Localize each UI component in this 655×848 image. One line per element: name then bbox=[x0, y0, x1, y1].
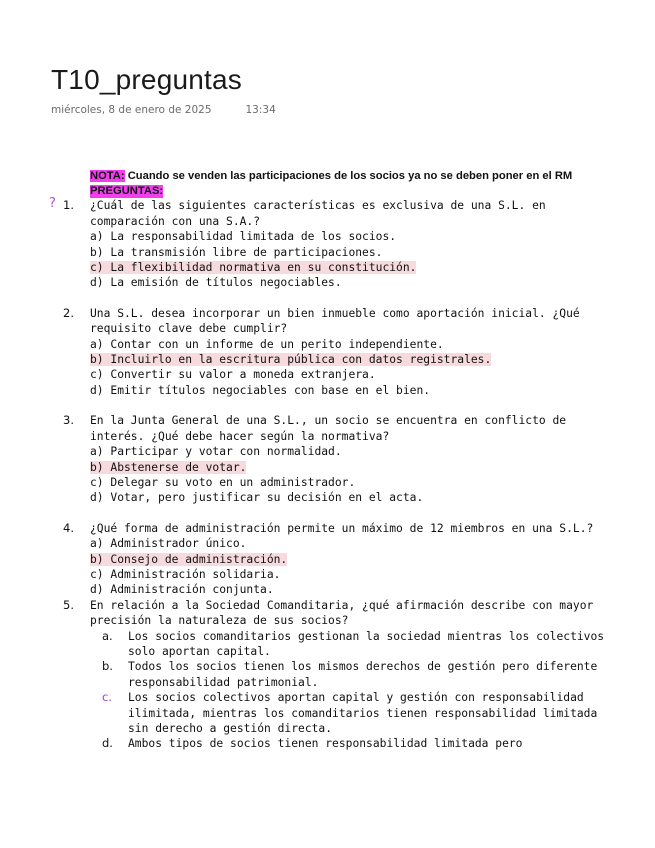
option-a: a) Administrador único. bbox=[90, 537, 247, 551]
notes-body[interactable] bbox=[63, 170, 610, 752]
question-number: 5. bbox=[63, 597, 74, 612]
question-4 bbox=[63, 520, 610, 598]
section-heading: PREGUNTAS: bbox=[90, 185, 164, 197]
question-text: En relación a la Sociedad Comanditaria, ¿qué afirmación describe con mayor precisión la naturaleza de sus socios? bbox=[90, 598, 594, 628]
option-a: a) Participar y votar con normalidad. bbox=[90, 445, 342, 459]
question-number: 1. bbox=[63, 198, 74, 213]
option-b: b) La transmisión libre de participaciones. bbox=[90, 245, 383, 259]
option-c-highlighted: c) La flexibilidad normativa en su constitución. bbox=[90, 261, 417, 275]
question-number: 4. bbox=[63, 520, 74, 535]
option-text: Los socios comanditarios gestionan la sociedad mientras los colectivos solo aportan capital. bbox=[128, 629, 605, 658]
option-b-highlighted: b) Abstenerse de votar. bbox=[90, 460, 247, 474]
question-text: ¿Cuál de las siguientes características es exclusiva de una S.L. en comparación con una S.A.? bbox=[90, 199, 546, 228]
note-text: Cuando se venden las participaciones de los socios ya no se deben poner en el RM bbox=[124, 170, 573, 182]
question-3 bbox=[63, 413, 610, 505]
page-title: T10_preguntas bbox=[51, 64, 242, 95]
note-paragraph bbox=[90, 170, 610, 183]
question-5 bbox=[63, 597, 610, 752]
sub-option-d bbox=[90, 736, 610, 751]
option-letter: d. bbox=[102, 736, 113, 751]
option-d: d) Votar, pero justificar su decisión en el acta. bbox=[90, 491, 424, 505]
question-text: En la Junta General de una S.L., un socio se encuentra en conflicto de interés. ¿Qué debe hacer según la normativa? bbox=[90, 414, 567, 443]
option-text: Los socios colectivos aportan capital y gestión con responsabilidad ilimitada, mientras los comanditarios tienen responsabilidad limitada sin derecho a gestión directa. bbox=[128, 691, 598, 735]
sub-option-b bbox=[90, 659, 610, 690]
question-number: 2. bbox=[63, 305, 74, 320]
option-a: a) Contar con un informe de un perito independiente. bbox=[90, 337, 444, 351]
option-c: c) Convertir su valor a moneda extranjera. bbox=[90, 368, 376, 382]
option-letter: a. bbox=[102, 628, 113, 643]
question-1 bbox=[63, 198, 610, 290]
page-date: miércoles, 8 de enero de 2025 bbox=[51, 104, 212, 116]
option-text: Todos los socios tienen los mismos derechos de gestión pero diferente responsabilidad patrimonial. bbox=[128, 660, 598, 689]
option-d: d) La emisión de títulos negociables. bbox=[90, 276, 342, 290]
option-b-highlighted: b) Incluirlo en la escritura pública con datos registrales. bbox=[90, 353, 492, 367]
page-meta bbox=[51, 104, 276, 116]
option-letter: b. bbox=[102, 659, 113, 674]
option-a: a) La responsabilidad limitada de los socios. bbox=[90, 230, 397, 244]
option-c: c) Administración solidaria. bbox=[90, 567, 281, 581]
page-time: 13:34 bbox=[245, 104, 276, 116]
question-number: 3. bbox=[63, 413, 74, 428]
question-2 bbox=[63, 305, 610, 398]
sub-option-c bbox=[90, 690, 610, 736]
option-text: Ambos tipos de socios tienen responsabilidad limitada pero bbox=[128, 737, 523, 751]
option-c: c) Delegar su voto en un administrador. bbox=[90, 475, 356, 489]
option-letter: c. bbox=[102, 690, 112, 705]
option-d: d) Administración conjunta. bbox=[90, 583, 274, 597]
note-label: NOTA: bbox=[90, 170, 125, 182]
option-d: d) Emitir títulos negociables con base en el bien. bbox=[90, 383, 431, 397]
question-text: ¿Qué forma de administración permite un máximo de 12 miembros en una S.L.? bbox=[90, 521, 594, 535]
sub-option-a bbox=[90, 629, 610, 660]
option-b-highlighted: b) Consejo de administración. bbox=[90, 552, 288, 566]
question-mark-icon: ? bbox=[49, 196, 56, 211]
question-text: Una S.L. desea incorporar un bien inmueble como aportación inicial. ¿Qué requisito clave debe cumplir? bbox=[90, 306, 580, 336]
